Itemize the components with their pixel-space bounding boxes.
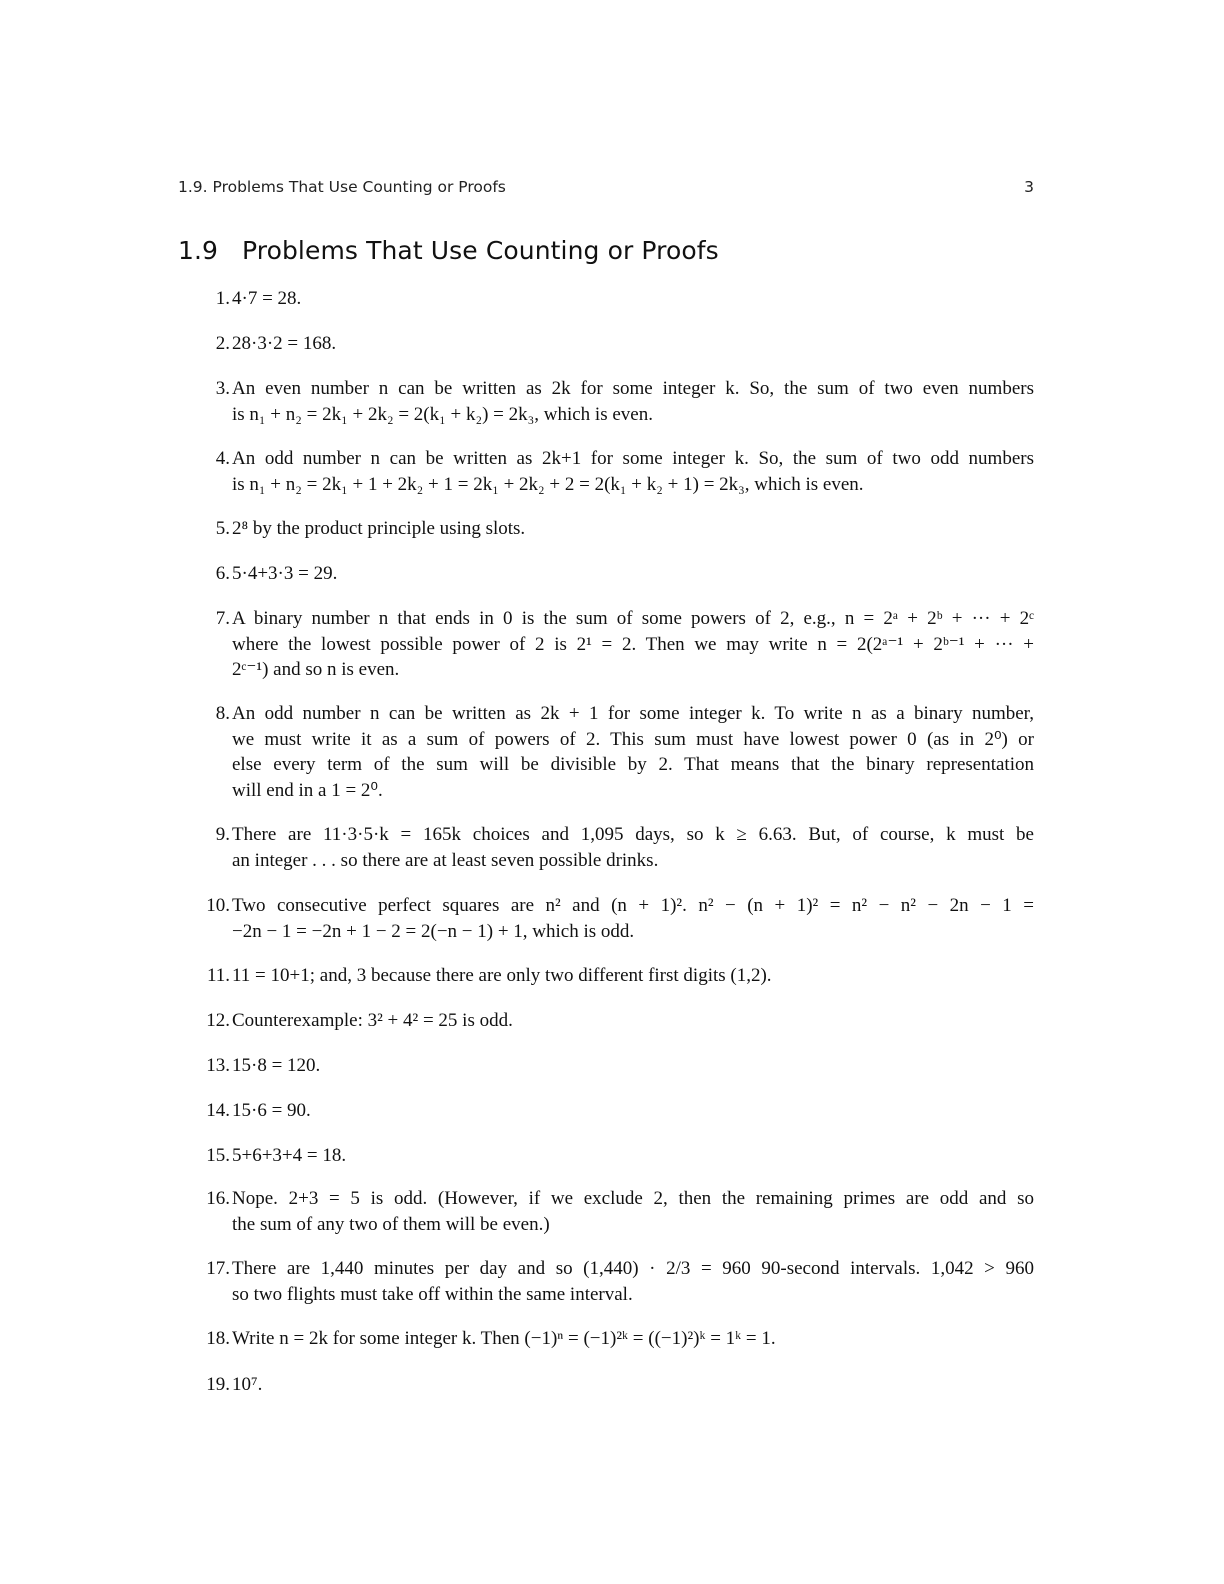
- problem-text: [232, 561, 1034, 587]
- problem-text: [232, 1008, 1034, 1034]
- problem-text-line: An odd number n can be written as 2k+1 for some integer k. So, the sum of two odd numbers: [232, 448, 1034, 469]
- problem-text-line: −2n − 1 = −2n + 1 − 2 = 2(−n − 1) + 1, which is odd.: [232, 920, 635, 942]
- page-number: 3: [1024, 178, 1034, 196]
- problem-text-line: Counterexample: 3² + 4² = 25 is odd.: [232, 1010, 513, 1031]
- problem-text: [232, 376, 1034, 427]
- problem-text-line: 4·7 = 28.: [232, 288, 302, 309]
- problem-text: [232, 822, 1034, 873]
- problem-number: 11.: [206, 965, 230, 986]
- problem-item: [178, 606, 1034, 683]
- problem-text: [232, 1186, 1034, 1237]
- problem-text-line: else every term of the sum will be divisible by 2. That means that the binary representation: [232, 754, 1034, 775]
- problem-text-line: 15·6 = 90.: [232, 1100, 311, 1121]
- problem-item: [178, 1098, 1034, 1124]
- problem-text-line: A binary number n that ends in 0 is the sum of some powers of 2, e.g., n = 2ᵃ + 2ᵇ + ··· + 2ᶜ: [232, 608, 1034, 629]
- problem-text-line: where the lowest possible power of 2 is 2¹ = 2. Then we may write n = 2(2ᵃ⁻¹ + 2ᵇ⁻¹ + ··· +: [232, 633, 1034, 655]
- running-header: [178, 178, 1034, 196]
- problem-text-line: 15·8 = 120.: [232, 1055, 321, 1076]
- problem-text: [232, 286, 1034, 312]
- problem-text: [232, 1256, 1034, 1307]
- problem-number: 18.: [206, 1328, 230, 1349]
- problem-text-line: will end in a 1 = 2⁰.: [232, 779, 383, 801]
- problem-text-line: is n₁ + n₂ = 2k₁ + 2k₂ = 2(k₁ + k₂) = 2k₃, which is even.: [232, 403, 653, 425]
- problem-item: [178, 893, 1034, 944]
- problem-item: [178, 1143, 1034, 1169]
- problem-text: [232, 1372, 1034, 1398]
- problem-text-line: is n₁ + n₂ = 2k₁ + 1 + 2k₂ + 1 = 2k₁ + 2k₂ + 2 = 2(k₁ + k₂ + 1) = 2k₃, which is even.: [232, 473, 864, 495]
- problem-item: [178, 701, 1034, 803]
- problem-number: 8.: [215, 703, 230, 724]
- problem-number: 14.: [206, 1100, 230, 1121]
- problem-number: 13.: [206, 1055, 230, 1076]
- problem-number: 2.: [215, 333, 230, 354]
- problem-item: [178, 286, 1034, 312]
- problem-number: 5.: [215, 518, 230, 539]
- problem-text: [232, 516, 1034, 542]
- problem-item: [178, 1256, 1034, 1307]
- problem-text-line: Write n = 2k for some integer k. Then (−1)ⁿ = (−1)²ᵏ = ((−1)²)ᵏ = 1ᵏ = 1.: [232, 1328, 776, 1349]
- problem-text: [232, 701, 1034, 803]
- problem-number: 6.: [215, 563, 230, 584]
- problem-item: [178, 446, 1034, 497]
- problem-text-line: the sum of any two of them will be even.): [232, 1213, 550, 1235]
- problem-text: [232, 893, 1034, 944]
- problem-text-line: 5·4+3·3 = 29.: [232, 563, 338, 584]
- problem-text-line: 2⁸ by the product principle using slots.: [232, 518, 526, 539]
- problem-text-line: we must write it as a sum of powers of 2. This sum must have lowest power 0 (as in 2⁰) or: [232, 728, 1034, 750]
- problem-item: [178, 376, 1034, 427]
- problem-item: [178, 1326, 1034, 1352]
- problem-text-line: 5+6+3+4 = 18.: [232, 1145, 347, 1166]
- problem-item: [178, 822, 1034, 873]
- problem-number: 3.: [215, 378, 230, 399]
- problem-number: 10.: [206, 895, 230, 916]
- problem-item: [178, 1372, 1034, 1398]
- problem-text-line: 10⁷.: [232, 1374, 263, 1395]
- problem-item: [178, 331, 1034, 357]
- problem-item: [178, 963, 1034, 989]
- problem-item: [178, 1053, 1034, 1079]
- problem-text: [232, 446, 1034, 497]
- problem-text-line: There are 1,440 minutes per day and so (1,440) · 2/3 = 960 90-second intervals. 1,042 > 960: [232, 1258, 1034, 1279]
- problem-number: 1.: [215, 288, 230, 309]
- problem-item: [178, 1186, 1034, 1237]
- problem-number: 17.: [206, 1258, 230, 1279]
- problem-number: 19.: [206, 1374, 230, 1395]
- section-title: [178, 236, 719, 265]
- problem-item: [178, 516, 1034, 542]
- section-title-text: Problems That Use Counting or Proofs: [242, 236, 719, 265]
- problem-text-line: 28·3·2 = 168.: [232, 333, 337, 354]
- problem-item: [178, 1008, 1034, 1034]
- problem-text-line: There are 11·3·5·k = 165k choices and 1,095 days, so k ≥ 6.63. But, of course, k must be: [232, 824, 1034, 845]
- problem-text-line: so two flights must take off within the same interval.: [232, 1283, 633, 1305]
- problem-text: [232, 606, 1034, 683]
- problem-text: [232, 1053, 1034, 1079]
- problem-text-line: An odd number n can be written as 2k + 1 for some integer k. To write n as a binary number,: [232, 703, 1034, 724]
- problem-number: 12.: [206, 1010, 230, 1031]
- problem-number: 16.: [206, 1188, 230, 1209]
- section-number: 1.9: [178, 236, 219, 265]
- running-title: 1.9. Problems That Use Counting or Proofs: [178, 178, 506, 196]
- problem-text: [232, 1326, 1034, 1352]
- problem-text: [232, 1098, 1034, 1124]
- problem-text-line: Nope. 2+3 = 5 is odd. (However, if we exclude 2, then the remaining primes are odd and so: [232, 1188, 1034, 1209]
- problem-number: 9.: [215, 824, 230, 845]
- problem-number: 7.: [215, 608, 230, 629]
- problem-number: 15.: [206, 1145, 230, 1166]
- problem-number: 4.: [215, 448, 230, 469]
- problem-text-line: 11 = 10+1; and, 3 because there are only two different first digits (1,2).: [232, 965, 772, 986]
- problem-text-line: 2ᶜ⁻¹) and so n is even.: [232, 659, 400, 680]
- problem-text: [232, 331, 1034, 357]
- problem-text-line: Two consecutive perfect squares are n² and (n + 1)². n² − (n + 1)² = n² − n² − 2n − 1 =: [232, 895, 1034, 916]
- problem-text: [232, 963, 1034, 989]
- problem-text-line: An even number n can be written as 2k for some integer k. So, the sum of two even numbers: [232, 378, 1034, 399]
- problem-item: [178, 561, 1034, 587]
- problem-text-line: an integer . . . so there are at least seven possible drinks.: [232, 849, 659, 871]
- problem-text: [232, 1143, 1034, 1169]
